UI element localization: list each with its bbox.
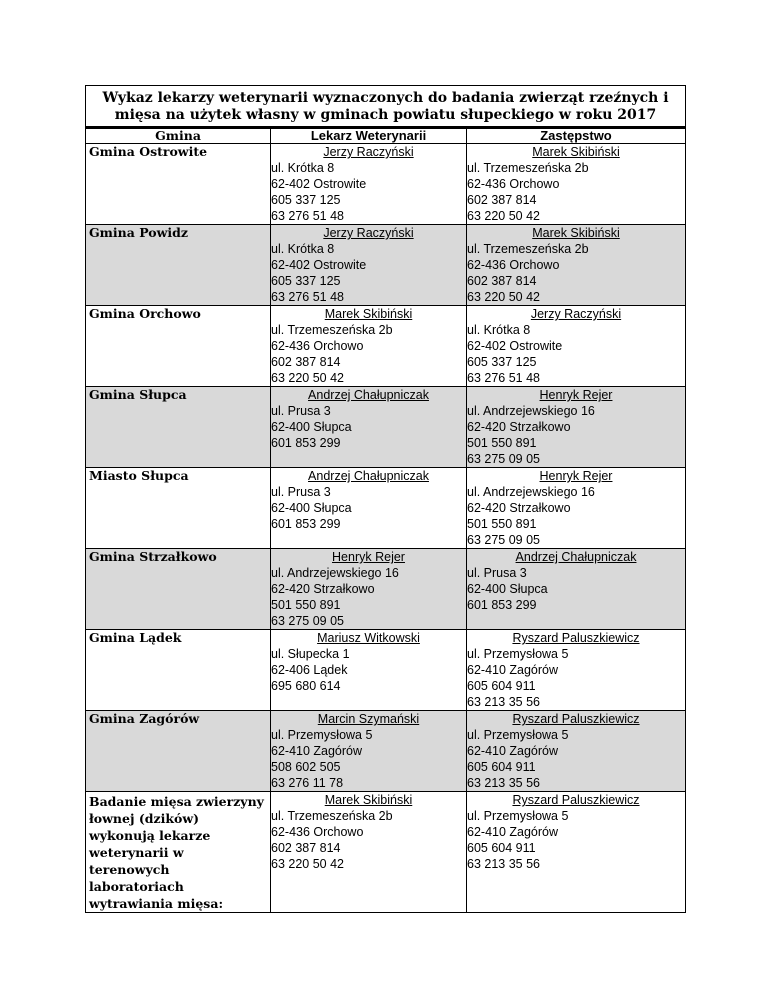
table-row [86,630,686,711]
zastepstwo-cell [467,792,686,913]
lekarz-detail-line: 605 337 125 [271,193,341,207]
zastepstwo-detail-line: 62-400 Słupca [467,582,548,596]
zastepstwo-detail-line: 62-436 Orchowo [467,177,560,191]
lekarz-cell [271,387,467,468]
zastepstwo-name: Jerzy Raczyński [530,307,622,321]
lekarz-detail-line: 62-436 Orchowo [271,339,364,353]
table-row [86,468,686,549]
zastepstwo-detail-line: 62-420 Strzałkowo [467,420,571,434]
table-row [86,306,686,387]
lekarz-detail-line: 605 337 125 [271,274,341,288]
lekarz-detail-line: ul. Andrzejewskiego 16 [271,566,399,580]
lekarz-detail-line: ul. Trzemeszeńska 2b [271,809,393,823]
lekarz-detail-line: 602 387 814 [271,355,341,369]
zastepstwo-detail-line: 63 220 50 42 [467,290,540,304]
lekarz-detail-line: 62-400 Słupca [271,501,352,515]
lekarz-cell [271,144,467,225]
zastepstwo-detail-line: 62-410 Zagórów [467,825,559,839]
lekarz-detail-line: 62-410 Zagórów [271,744,363,758]
zastepstwo-detail-line: 605 604 911 [467,841,536,855]
zastepstwo-detail-line: 605 337 125 [467,355,537,369]
zastepstwo-name: Marek Skibiński [532,145,620,159]
table-header-row [86,128,686,144]
lekarz-detail-line: ul. Krótka 8 [271,242,335,256]
lekarz-cell [271,711,467,792]
lekarz-detail-line: 62-406 Lądek [271,663,348,677]
zastepstwo-detail-line: 63 213 35 56 [467,695,540,709]
gmina-cell: Gmina Ostrowite [86,144,271,225]
zastepstwo-detail-line: ul. Trzemeszeńska 2b [467,161,589,175]
lekarz-name: Mariusz Witkowski [317,631,420,645]
table-row [86,792,686,913]
lekarz-detail-line: 695 680 614 [271,679,341,693]
lekarz-cell [271,792,467,913]
lekarz-detail-line [271,451,466,467]
zastepstwo-detail-line: 605 604 911 [467,760,536,774]
lekarz-detail-line: 501 550 891 [271,598,341,612]
lekarz-cell [271,630,467,711]
gmina-cell: Gmina Strzałkowo [86,549,271,630]
zastepstwo-cell [467,387,686,468]
lekarz-detail-line: 63 275 09 05 [271,614,344,628]
zastepstwo-detail-line: ul. Andrzejewskiego 16 [467,485,595,499]
header-zastepstwo: Zastępstwo [467,128,686,144]
zastepstwo-cell [467,144,686,225]
table-row [86,225,686,306]
gmina-cell: Gmina Zagórów [86,711,271,792]
lekarz-name: Jerzy Raczyński [323,226,414,240]
header-gmina: Gmina [86,128,271,144]
gmina-cell: Badanie mięsa zwierzyny łownej (dzików) wykonują lekarze weterynarii w terenowych laboratoriach wytrawiania mięsa: [86,792,271,913]
zastepstwo-detail-line: 62-402 Ostrowite [467,339,563,353]
lekarz-detail-line: 508 602 505 [271,760,341,774]
zastepstwo-detail-line [467,613,685,629]
lekarz-name: Andrzej Chałupniczak [308,388,429,402]
zastepstwo-name: Henryk Rejer [539,469,613,483]
lekarz-detail-line: 62-402 Ostrowite [271,177,367,191]
zastepstwo-detail-line: 501 550 891 [467,436,537,450]
lekarz-detail-line: ul. Krótka 8 [271,161,335,175]
lekarz-detail-line: ul. Prusa 3 [271,485,331,499]
lekarz-detail-line: 62-402 Ostrowite [271,258,367,272]
zastepstwo-detail-line: 501 550 891 [467,517,537,531]
zastepstwo-name: Ryszard Paluszkiewicz [512,631,640,645]
document-title: Wykaz lekarzy weterynarii wyznaczonych do badania zwierząt rzeźnych i mięsa na użytek własny w gminach powiatu słupeckiego w roku 2017 [86,86,686,128]
lekarz-detail-line: 63 276 11 78 [271,776,344,790]
lekarz-cell [271,306,467,387]
gmina-cell: Gmina Słupca [86,387,271,468]
zastepstwo-detail-line: 62-410 Zagórów [467,744,559,758]
lekarz-detail-line: ul. Przemysłowa 5 [271,728,373,742]
zastepstwo-cell [467,225,686,306]
zastepstwo-detail-line: ul. Przemysłowa 5 [467,728,569,742]
lekarz-name: Henryk Rejer [332,550,405,564]
zastepstwo-detail-line: ul. Prusa 3 [467,566,527,580]
zastepstwo-cell [467,468,686,549]
zastepstwo-detail-line: 62-436 Orchowo [467,258,560,272]
lekarz-detail-line: ul. Prusa 3 [271,404,331,418]
lekarz-detail-line: 601 853 299 [271,436,341,450]
zastepstwo-detail-line: ul. Krótka 8 [467,323,531,337]
table-row [86,144,686,225]
zastepstwo-detail-line: 63 213 35 56 [467,857,540,871]
lekarz-detail-line: 62-420 Strzałkowo [271,582,375,596]
lekarz-detail-line: ul. Trzemeszeńska 2b [271,323,393,337]
zastepstwo-detail-line: 605 604 911 [467,679,536,693]
zastepstwo-detail-line: ul. Andrzejewskiego 16 [467,404,595,418]
lekarz-detail-line: 63 220 50 42 [271,371,344,385]
lekarz-name: Jerzy Raczyński [323,145,414,159]
gmina-cell: Gmina Powidz [86,225,271,306]
lekarz-detail-line: 62-436 Orchowo [271,825,364,839]
lekarz-detail-line: 63 276 51 48 [271,209,344,223]
table-row [86,549,686,630]
lekarz-name: Andrzej Chałupniczak [308,469,429,483]
zastepstwo-name: Ryszard Paluszkiewicz [512,793,640,807]
zastepstwo-detail-line: 601 853 299 [467,598,537,612]
gmina-cell: Gmina Lądek [86,630,271,711]
zastepstwo-cell [467,711,686,792]
zastepstwo-detail-line: ul. Trzemeszeńska 2b [467,242,589,256]
zastepstwo-cell [467,306,686,387]
gmina-cell: Gmina Orchowo [86,306,271,387]
table-row [86,387,686,468]
lekarz-detail-line: 602 387 814 [271,841,341,855]
veterinarian-table [85,85,686,913]
zastepstwo-name: Marek Skibiński [532,226,620,240]
lekarz-cell [271,549,467,630]
lekarz-detail-line: 601 853 299 [271,517,341,531]
lekarz-detail-line: ul. Słupecka 1 [271,647,350,661]
zastepstwo-detail-line: 63 275 09 05 [467,533,540,547]
zastepstwo-detail-line: 63 276 51 48 [467,371,540,385]
lekarz-name: Marek Skibiński [324,793,413,807]
zastepstwo-detail-line: 602 387 814 [467,274,537,288]
zastepstwo-detail-line: 602 387 814 [467,193,537,207]
lekarz-name: Marcin Szymański [317,712,420,726]
zastepstwo-cell [467,549,686,630]
lekarz-cell [271,225,467,306]
zastepstwo-detail-line: 63 213 35 56 [467,776,540,790]
lekarz-detail-line: 62-400 Słupca [271,420,352,434]
gmina-cell: Miasto Słupca [86,468,271,549]
zastepstwo-cell [467,630,686,711]
zastepstwo-detail-line: ul. Przemysłowa 5 [467,809,569,823]
lekarz-detail-line: 63 220 50 42 [271,857,344,871]
zastepstwo-name: Ryszard Paluszkiewicz [512,712,640,726]
zastepstwo-detail-line: 62-410 Zagórów [467,663,559,677]
table-row [86,711,686,792]
lekarz-cell [271,468,467,549]
zastepstwo-name: Henryk Rejer [539,388,613,402]
lekarz-detail-line [271,532,466,548]
zastepstwo-name: Andrzej Chałupniczak [515,550,637,564]
zastepstwo-detail-line: 63 220 50 42 [467,209,540,223]
lekarz-detail-line [271,694,466,710]
lekarz-name: Marek Skibiński [324,307,413,321]
zastepstwo-detail-line: ul. Przemysłowa 5 [467,647,569,661]
header-lekarz: Lekarz Weterynarii [271,128,467,144]
lekarz-detail-line: 63 276 51 48 [271,290,344,304]
zastepstwo-detail-line: 62-420 Strzałkowo [467,501,571,515]
zastepstwo-detail-line: 63 275 09 05 [467,452,540,466]
